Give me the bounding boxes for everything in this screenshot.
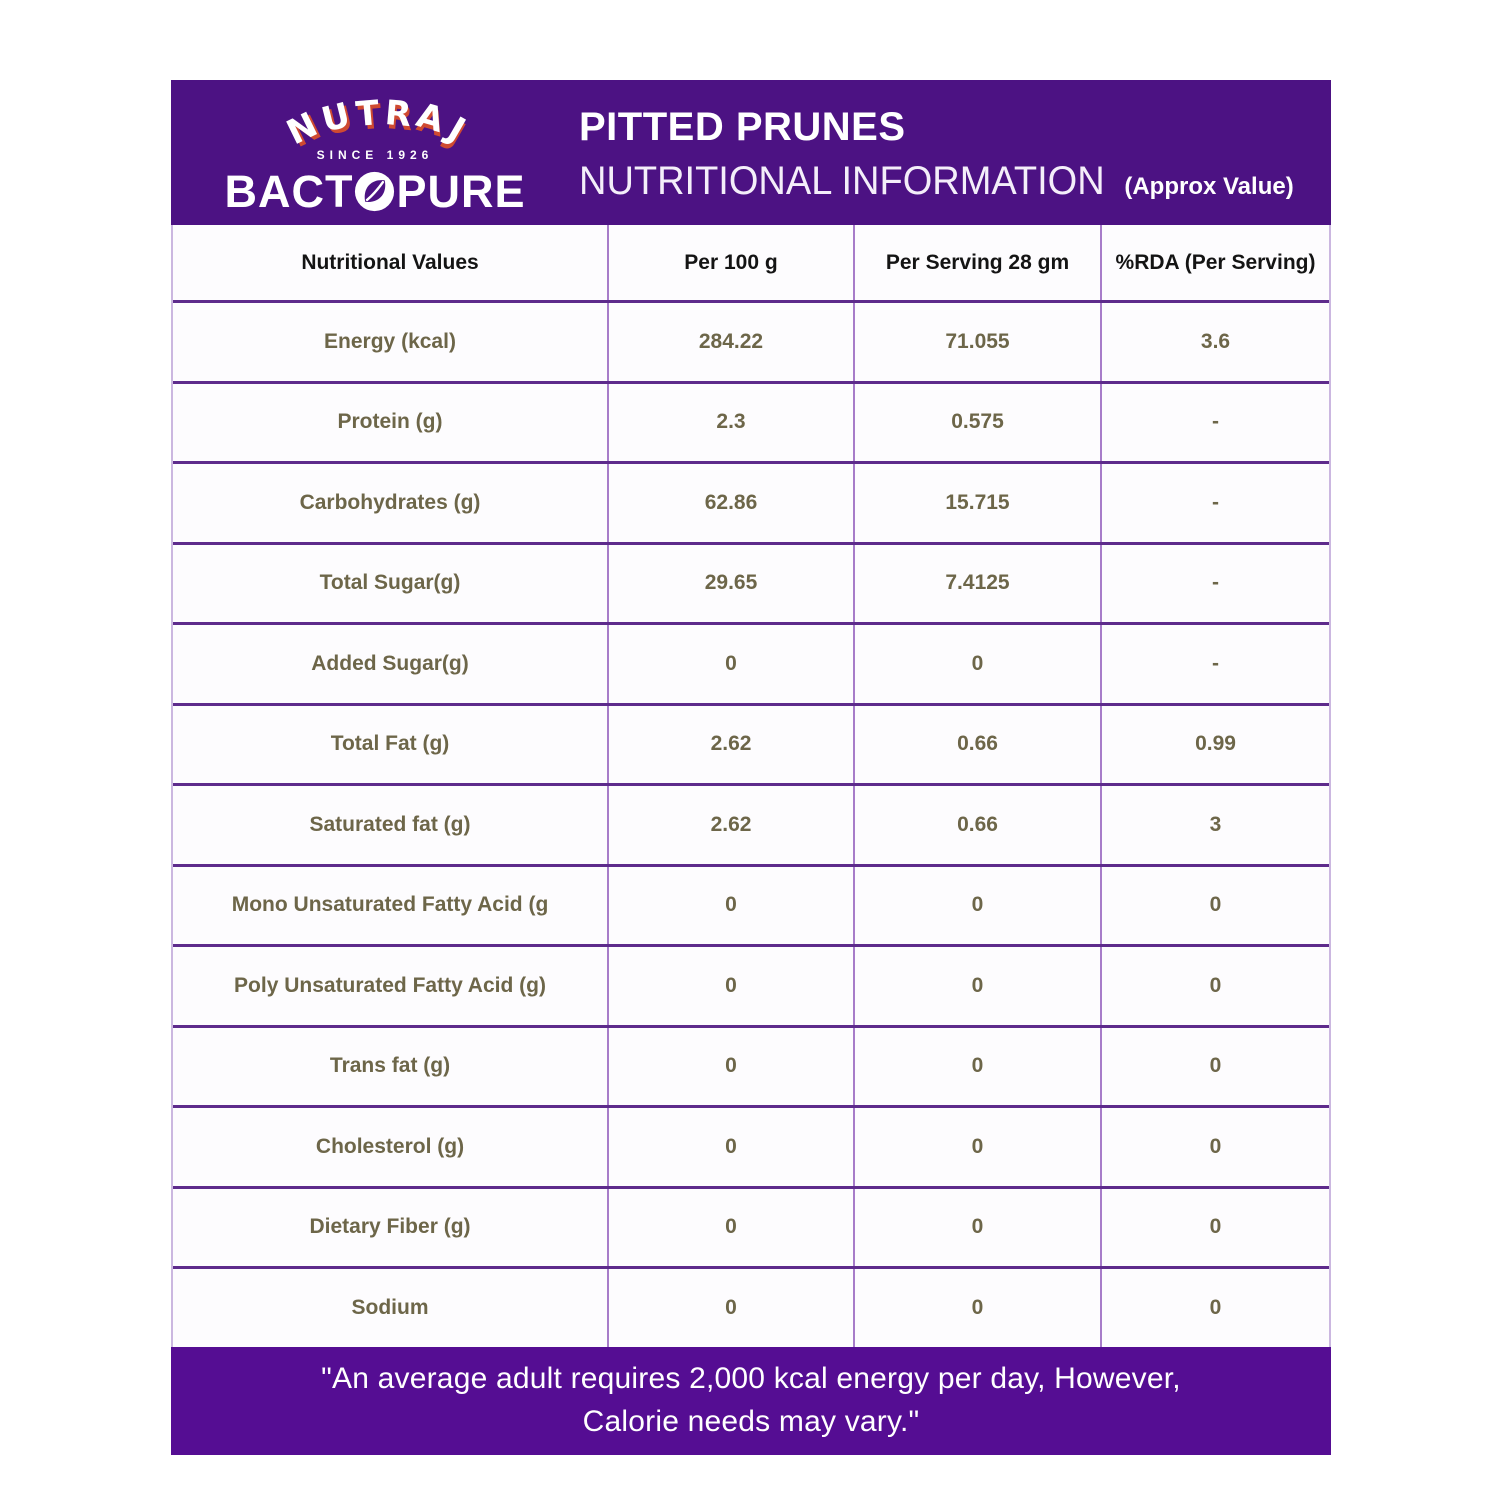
row-label: Added Sugar(g) bbox=[173, 625, 609, 703]
bactopure-wordmark bbox=[224, 166, 525, 218]
brand-logo bbox=[171, 88, 579, 218]
column-header-per-serving: Per Serving 28 gm bbox=[855, 225, 1102, 300]
subtitle-row bbox=[579, 159, 1331, 204]
leaf-icon bbox=[354, 171, 395, 212]
value-per-100g: 0 bbox=[609, 1189, 855, 1267]
table-row bbox=[173, 1108, 1329, 1189]
table-row bbox=[173, 947, 1329, 1028]
product-title: PITTED PRUNES bbox=[579, 105, 906, 149]
row-label: Carbohydrates (g) bbox=[173, 464, 609, 542]
value-per-serving: 0 bbox=[855, 1108, 1102, 1186]
column-header-nutritional-values: Nutritional Values bbox=[173, 225, 609, 300]
value-rda: 0 bbox=[1209, 973, 1222, 997]
value-per-100g: 0 bbox=[609, 625, 855, 703]
table-row bbox=[173, 303, 1329, 384]
brand-header bbox=[171, 80, 1331, 225]
value-per-100g: 29.65 bbox=[609, 545, 855, 623]
row-label: Trans fat (g) bbox=[173, 1028, 609, 1106]
table-row bbox=[173, 625, 1329, 706]
nutrition-table bbox=[171, 225, 1331, 1347]
value-per-100g: 0 bbox=[609, 947, 855, 1025]
logo-letter: N bbox=[280, 104, 324, 153]
value-per-serving: 0 bbox=[855, 1269, 1102, 1347]
approx-value-note: (Approx Value) bbox=[1124, 173, 1294, 200]
row-label: Saturated fat (g) bbox=[173, 786, 609, 864]
row-label: Dietary Fiber (g) bbox=[173, 1189, 609, 1267]
logo-letter: R bbox=[383, 92, 413, 135]
value-per-serving: 71.055 bbox=[855, 303, 1102, 381]
table-row bbox=[173, 706, 1329, 787]
table-header-row bbox=[173, 225, 1329, 303]
logo-letter: J bbox=[440, 109, 472, 150]
row-label: Mono Unsaturated Fatty Acid (g bbox=[173, 867, 609, 945]
logo-letter: T bbox=[354, 92, 381, 135]
value-rda: 3.6 bbox=[1200, 329, 1231, 353]
title-block bbox=[579, 101, 1331, 204]
logo-letter: U bbox=[317, 94, 355, 141]
table-row bbox=[173, 1028, 1329, 1109]
value-rda: 3 bbox=[1209, 812, 1222, 836]
subtitle: NUTRITIONAL INFORMATION bbox=[579, 159, 1105, 203]
table-row bbox=[173, 1269, 1329, 1347]
row-label: Poly Unsaturated Fatty Acid (g) bbox=[173, 947, 609, 1025]
table-row bbox=[173, 786, 1329, 867]
value-per-serving: 0 bbox=[855, 625, 1102, 703]
row-label: Cholesterol (g) bbox=[173, 1108, 609, 1186]
table-row bbox=[173, 384, 1329, 465]
value-rda: 0 bbox=[1209, 893, 1222, 917]
value-per-serving: 0 bbox=[855, 947, 1102, 1025]
value-per-100g: 2.62 bbox=[609, 706, 855, 784]
value-per-100g: 0 bbox=[609, 1028, 855, 1106]
value-per-serving: 0 bbox=[855, 1189, 1102, 1267]
bactopure-suffix: PURE bbox=[396, 165, 526, 217]
row-label: Total Fat (g) bbox=[173, 706, 609, 784]
table-row bbox=[173, 867, 1329, 948]
table-row bbox=[173, 545, 1329, 626]
bactopure-prefix: BACT bbox=[224, 165, 354, 217]
row-label: Protein (g) bbox=[173, 384, 609, 462]
value-per-serving: 15.715 bbox=[855, 464, 1102, 542]
value-per-100g: 284.22 bbox=[609, 303, 855, 381]
row-label: Energy (kcal) bbox=[173, 303, 609, 381]
value-per-serving: 0 bbox=[855, 867, 1102, 945]
value-rda: 0 bbox=[1209, 1054, 1222, 1078]
label-sheet bbox=[171, 80, 1331, 1455]
logo-letter: A bbox=[412, 94, 449, 141]
value-per-100g: 62.86 bbox=[609, 464, 855, 542]
value-rda: 0 bbox=[1209, 1295, 1222, 1319]
table-row bbox=[173, 1189, 1329, 1270]
since-tagline: SINCE 1926 bbox=[316, 147, 434, 162]
value-per-serving: 0 bbox=[855, 1028, 1102, 1106]
table-body bbox=[173, 303, 1329, 1347]
value-rda: - bbox=[1212, 410, 1219, 434]
value-rda: 0 bbox=[1209, 1134, 1222, 1158]
value-rda: 0.99 bbox=[1195, 732, 1236, 756]
value-per-100g: 0 bbox=[609, 867, 855, 945]
value-rda: 0 bbox=[1209, 1215, 1222, 1239]
table-row bbox=[173, 464, 1329, 545]
value-rda: - bbox=[1212, 490, 1219, 514]
value-per-100g: 2.3 bbox=[609, 384, 855, 462]
value-per-serving: 7.4125 bbox=[855, 545, 1102, 623]
nutraj-logo bbox=[280, 92, 472, 153]
footer-line-1: "An average adult requires 2,000 kcal energy per day, However, bbox=[321, 1361, 1181, 1395]
column-header-per-100g: Per 100 g bbox=[609, 225, 855, 300]
value-per-100g: 2.62 bbox=[609, 786, 855, 864]
footer-line-2: Calorie needs may vary." bbox=[582, 1404, 920, 1438]
row-label: Sodium bbox=[173, 1269, 609, 1347]
value-per-100g: 0 bbox=[609, 1269, 855, 1347]
value-per-serving: 0.66 bbox=[855, 706, 1102, 784]
value-per-serving: 0.575 bbox=[855, 384, 1102, 462]
column-header-rda: %RDA (Per Serving) bbox=[1115, 250, 1316, 274]
row-label: Total Sugar(g) bbox=[173, 545, 609, 623]
value-rda: - bbox=[1212, 571, 1219, 595]
footer-note bbox=[171, 1347, 1331, 1455]
value-per-serving: 0.66 bbox=[855, 786, 1102, 864]
value-rda: - bbox=[1212, 651, 1219, 675]
value-per-100g: 0 bbox=[609, 1108, 855, 1186]
